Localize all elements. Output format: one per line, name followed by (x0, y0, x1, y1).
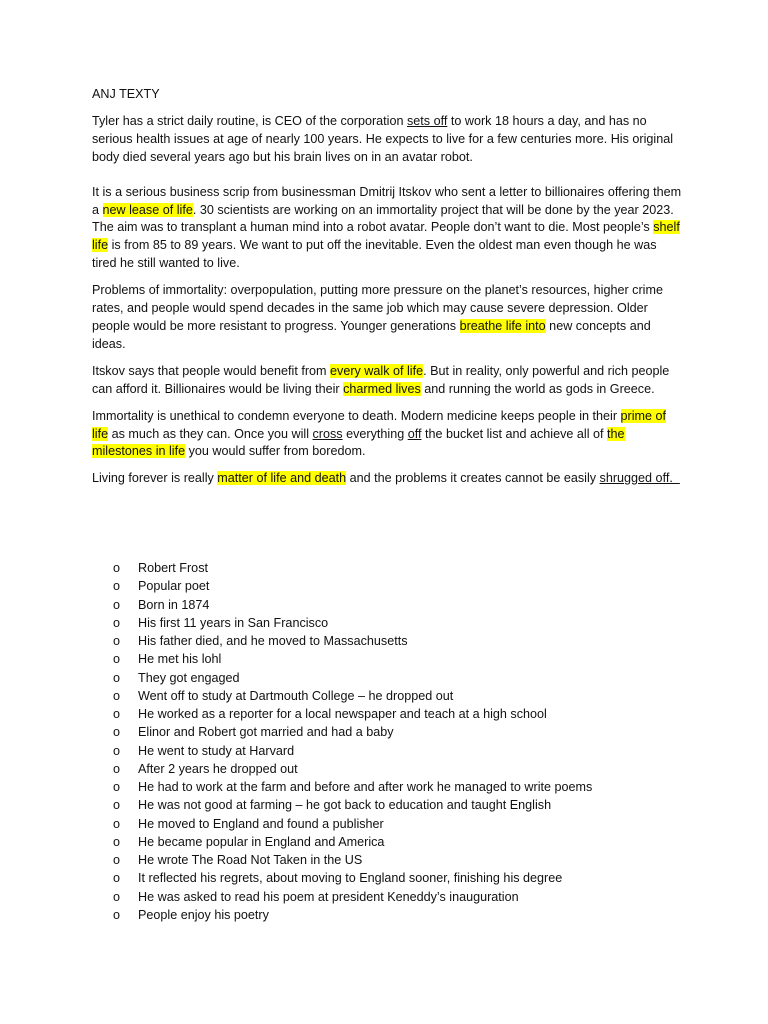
bullet-marker: o (113, 798, 121, 813)
list-item-text: He was asked to read his poem at president Keneddy’s inauguration (138, 889, 519, 904)
document-title: ANJ TEXTY (92, 87, 160, 101)
list-item-text: He went to study at Harvard (138, 743, 295, 758)
bullet-marker: o (113, 834, 121, 849)
list-item (113, 669, 713, 687)
list-item (113, 869, 713, 887)
highlighted-phrase: new lease of life (102, 202, 193, 217)
paragraph-5 (92, 408, 682, 462)
list-item (113, 760, 713, 778)
underlined-phrase: off (407, 426, 422, 441)
list-item-text: He met his lohl (138, 652, 222, 667)
paragraph-2 (92, 184, 682, 274)
bullet-marker: o (113, 889, 121, 904)
bullet-marker: o (113, 615, 121, 630)
list-item-text: His father died, and he moved to Massachusetts (138, 634, 408, 648)
list-item (113, 705, 713, 723)
text-run: to work 18 hours a day, and has no serious health issues at age of nearly 100 years. He expects to live for a few centuries more. His original body died several years ago but his brain lives on in an avatar robot. (92, 113, 673, 164)
highlighted-phrase: the milestones in life (92, 426, 625, 459)
list-item-text: He became popular in England and America (138, 834, 385, 849)
list-item-text: He had to work at the farm and before and after work he managed to write poems (138, 780, 593, 794)
underlined-phrase: shrugged off. (599, 471, 680, 486)
list-item-text: Robert Frost (138, 561, 208, 575)
highlighted-phrase: prime of life (92, 408, 667, 441)
bullet-marker: o (113, 780, 121, 794)
bullet-marker: o (113, 871, 121, 886)
list-item (113, 851, 713, 869)
bullet-list (113, 559, 713, 924)
bullet-marker: o (113, 853, 121, 867)
list-item-text: He worked as a reporter for a local newspaper and teach at a high school (138, 707, 547, 721)
list-item-text: Went off to study at Dartmouth College – he dropped out (138, 688, 454, 703)
list-item (113, 888, 713, 906)
list-item-text: His first 11 years in San Francisco (138, 615, 329, 630)
paragraph-6 (92, 470, 682, 488)
document-body (92, 86, 682, 497)
list-item-text: It reflected his regrets, about moving to England sooner, finishing his degree (138, 871, 563, 886)
text-run: . But in reality, only powerful and rich people can afford it. Billionaires would be living their (92, 363, 670, 396)
list-item (113, 559, 713, 577)
list-item (113, 833, 713, 851)
underlined-phrase: cross (312, 426, 343, 441)
list-item (113, 632, 713, 650)
list-item-text: After 2 years he dropped out (138, 761, 298, 776)
paragraph-3 (92, 282, 682, 354)
highlighted-phrase: charmed lives (343, 381, 421, 396)
highlighted-phrase: every walk of life (330, 363, 424, 378)
bullet-marker: o (113, 743, 121, 758)
list-item-text: They got engaged (138, 670, 240, 685)
list-item (113, 778, 713, 796)
text-run: the bucket list and achieve all of (421, 426, 608, 441)
list-item (113, 723, 713, 741)
bullet-marker: o (113, 761, 121, 776)
list-item-text: Popular poet (138, 579, 210, 594)
highlighted-phrase: matter of life and death (217, 471, 347, 486)
list-item (113, 687, 713, 705)
list-item (113, 742, 713, 760)
list-item-text: He moved to England and found a publisher (138, 816, 384, 831)
bullet-marker: o (113, 725, 121, 740)
text-run: and the problems it creates cannot be easily (346, 471, 600, 486)
list-item (113, 596, 713, 614)
bullet-marker: o (113, 579, 121, 594)
text-run: as much as they can. Once you will (108, 426, 313, 441)
bullet-marker: o (113, 816, 121, 831)
bullet-marker: o (113, 652, 121, 667)
text-run: you would suffer from boredom. (185, 444, 366, 459)
text-run: Living forever is really (92, 471, 218, 486)
list-item-text: He wrote The Road Not Taken in the US (138, 853, 363, 867)
text-run: . 30 scientists are working on an immortality project that will be done by the year 2023. The aim was to transplant a human mind into a robot avatar. People don’t want to die. Most people’s (92, 202, 674, 235)
paragraph-4 (92, 363, 682, 399)
bullet-marker: o (113, 688, 121, 703)
bullet-marker: o (113, 907, 121, 922)
bullet-marker: o (113, 670, 121, 685)
list-item (113, 614, 713, 632)
text-run: new concepts and ideas. (92, 318, 651, 351)
text-run: It is a serious business scrip from businessman Dmitrij Itskov who sent a letter to billionaires offering them a (92, 184, 682, 217)
text-run: Tyler has a strict daily routine, is CEO of the corporation (92, 113, 407, 128)
bullet-marker: o (113, 634, 121, 648)
list-item (113, 815, 713, 833)
list-item (113, 796, 713, 814)
bullet-marker: o (113, 597, 121, 612)
list-item-text: Born in 1874 (138, 597, 210, 612)
list-item-text: He was not good at farming – he got back to education and taught English (138, 798, 552, 813)
highlighted-phrase: breathe life into (459, 318, 546, 333)
text-run: Itskov says that people would benefit from (92, 363, 331, 378)
paragraph-1 (92, 113, 682, 167)
list-item-text: People enjoy his poetry (138, 907, 269, 922)
text-run: is from 85 to 89 years. We want to put off the inevitable. Even the oldest man even though he was tired he still wanted to live. (92, 238, 657, 271)
text-run: everything (342, 426, 408, 441)
list-item (113, 906, 713, 924)
text-run: and running the world as gods in Greece. (420, 381, 655, 396)
text-run: Problems of immortality: overpopulation, putting more pressure on the planet’s resources, higher crime rates, and people would spend decades in the same job which may cause severe depression. Older people would be more resistant to progress. Younger generations (92, 283, 663, 333)
highlighted-phrase: shelf life (92, 220, 680, 253)
list-item (113, 650, 713, 668)
bullet-marker: o (113, 707, 121, 721)
list-item-text: Elinor and Robert got married and had a baby (138, 725, 394, 740)
underlined-phrase: sets off (406, 113, 448, 128)
list-item (113, 577, 713, 595)
text-run: Immortality is unethical to condemn everyone to death. Modern medicine keeps people in their (92, 408, 621, 423)
bullet-marker: o (113, 561, 121, 575)
